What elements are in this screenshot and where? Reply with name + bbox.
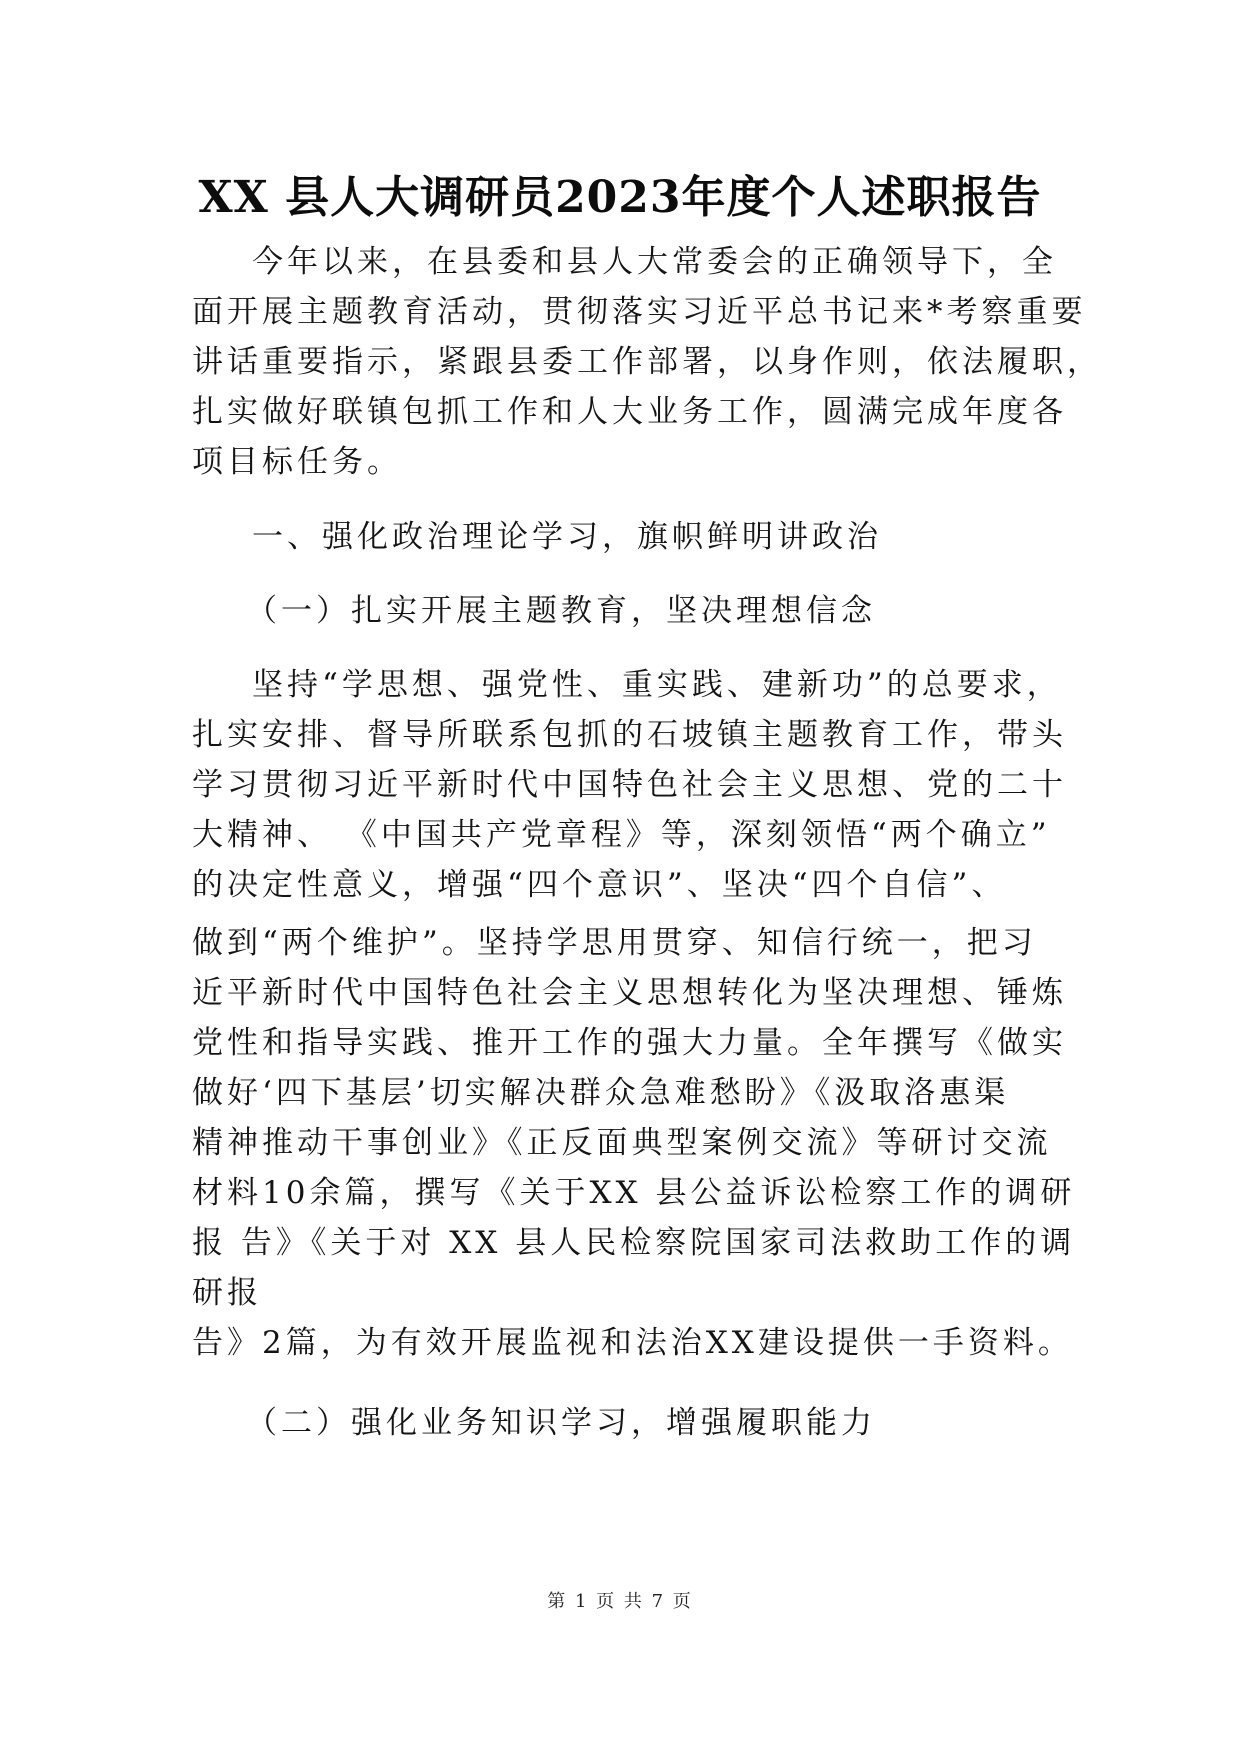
subsection-heading-1-1: （一）扎实开展主题教育，坚决理想信念 — [246, 593, 876, 629]
paragraph-2-line-1: 坚持“学思想、强党性、重实践、建新功”的总要求， — [252, 667, 1062, 703]
paragraph-2-line-5: 的决定性意义，增强“四个意识”、坚决“四个自信”、 — [192, 867, 1007, 903]
paragraph-1-line-1: 今年以来，在县委和县人大常委会的正确领导下，全 — [252, 244, 1057, 280]
paragraph-2-line-8: 党性和指导实践、推开工作的强大力量。全年撰写《做实 — [192, 1025, 1067, 1061]
paragraph-2-line-9: 做好‘四下基层’切实解决群众急难愁盼》《汲取洛惠渠 — [192, 1075, 1010, 1111]
paragraph-2-line-4: 大精神、 《中国共产党章程》等，深刻领悟“两个确立” — [192, 817, 1051, 853]
paragraph-2-line-2: 扎实安排、督导所联系包抓的石坡镇主题教育工作，带头 — [192, 717, 1067, 753]
paragraph-2-line-13: 研报 — [192, 1275, 262, 1311]
paragraph-2-line-6: 做到“两个维护”。坚持学思用贯穿、知信行统一，把习 — [192, 925, 1037, 961]
paragraph-2-line-7: 近平新时代中国特色社会主义思想转化为坚决理想、锤炼 — [192, 975, 1067, 1011]
paragraph-2-line-3: 学习贯彻习近平新时代中国特色社会主义思想、党的二十 — [192, 767, 1067, 803]
paragraph-2-line-10: 精神推动干事创业》《正反面典型案例交流》等研讨交流 — [192, 1125, 1052, 1161]
subsection-heading-1-2: （二）强化业务知识学习，增强履职能力 — [246, 1405, 876, 1441]
paragraph-1-line-5: 项目标任务。 — [192, 444, 402, 480]
document-title: XX 县人大调研员2023年度个人述职报告 — [198, 172, 1042, 223]
page-number-footer: 第 1 页 共 7 页 — [547, 1591, 693, 1612]
paragraph-1-line-4: 扎实做好联镇包抓工作和人大业务工作，圆满完成年度各 — [192, 394, 1067, 430]
paragraph-2-line-11: 材料10余篇，撰写《关于XX 县公益诉讼检察工作的调研 — [192, 1175, 1076, 1211]
section-heading-1: 一、强化政治理论学习，旗帜鲜明讲政治 — [252, 519, 882, 555]
paragraph-1-line-2: 面开展主题教育活动，贯彻落实习近平总书记来*考察重要 — [192, 294, 1087, 330]
paragraph-2-line-12: 报 告》《关于对 XX 县人民检察院国家司法救助工作的调 — [192, 1225, 1076, 1261]
paragraph-1-line-3: 讲话重要指示，紧跟县委工作部署，以身作则，依法履职， — [192, 344, 1102, 380]
paragraph-2-line-14: 告》2篇，为有效开展监视和法治XX建设提供一手资料。 — [192, 1325, 1073, 1361]
